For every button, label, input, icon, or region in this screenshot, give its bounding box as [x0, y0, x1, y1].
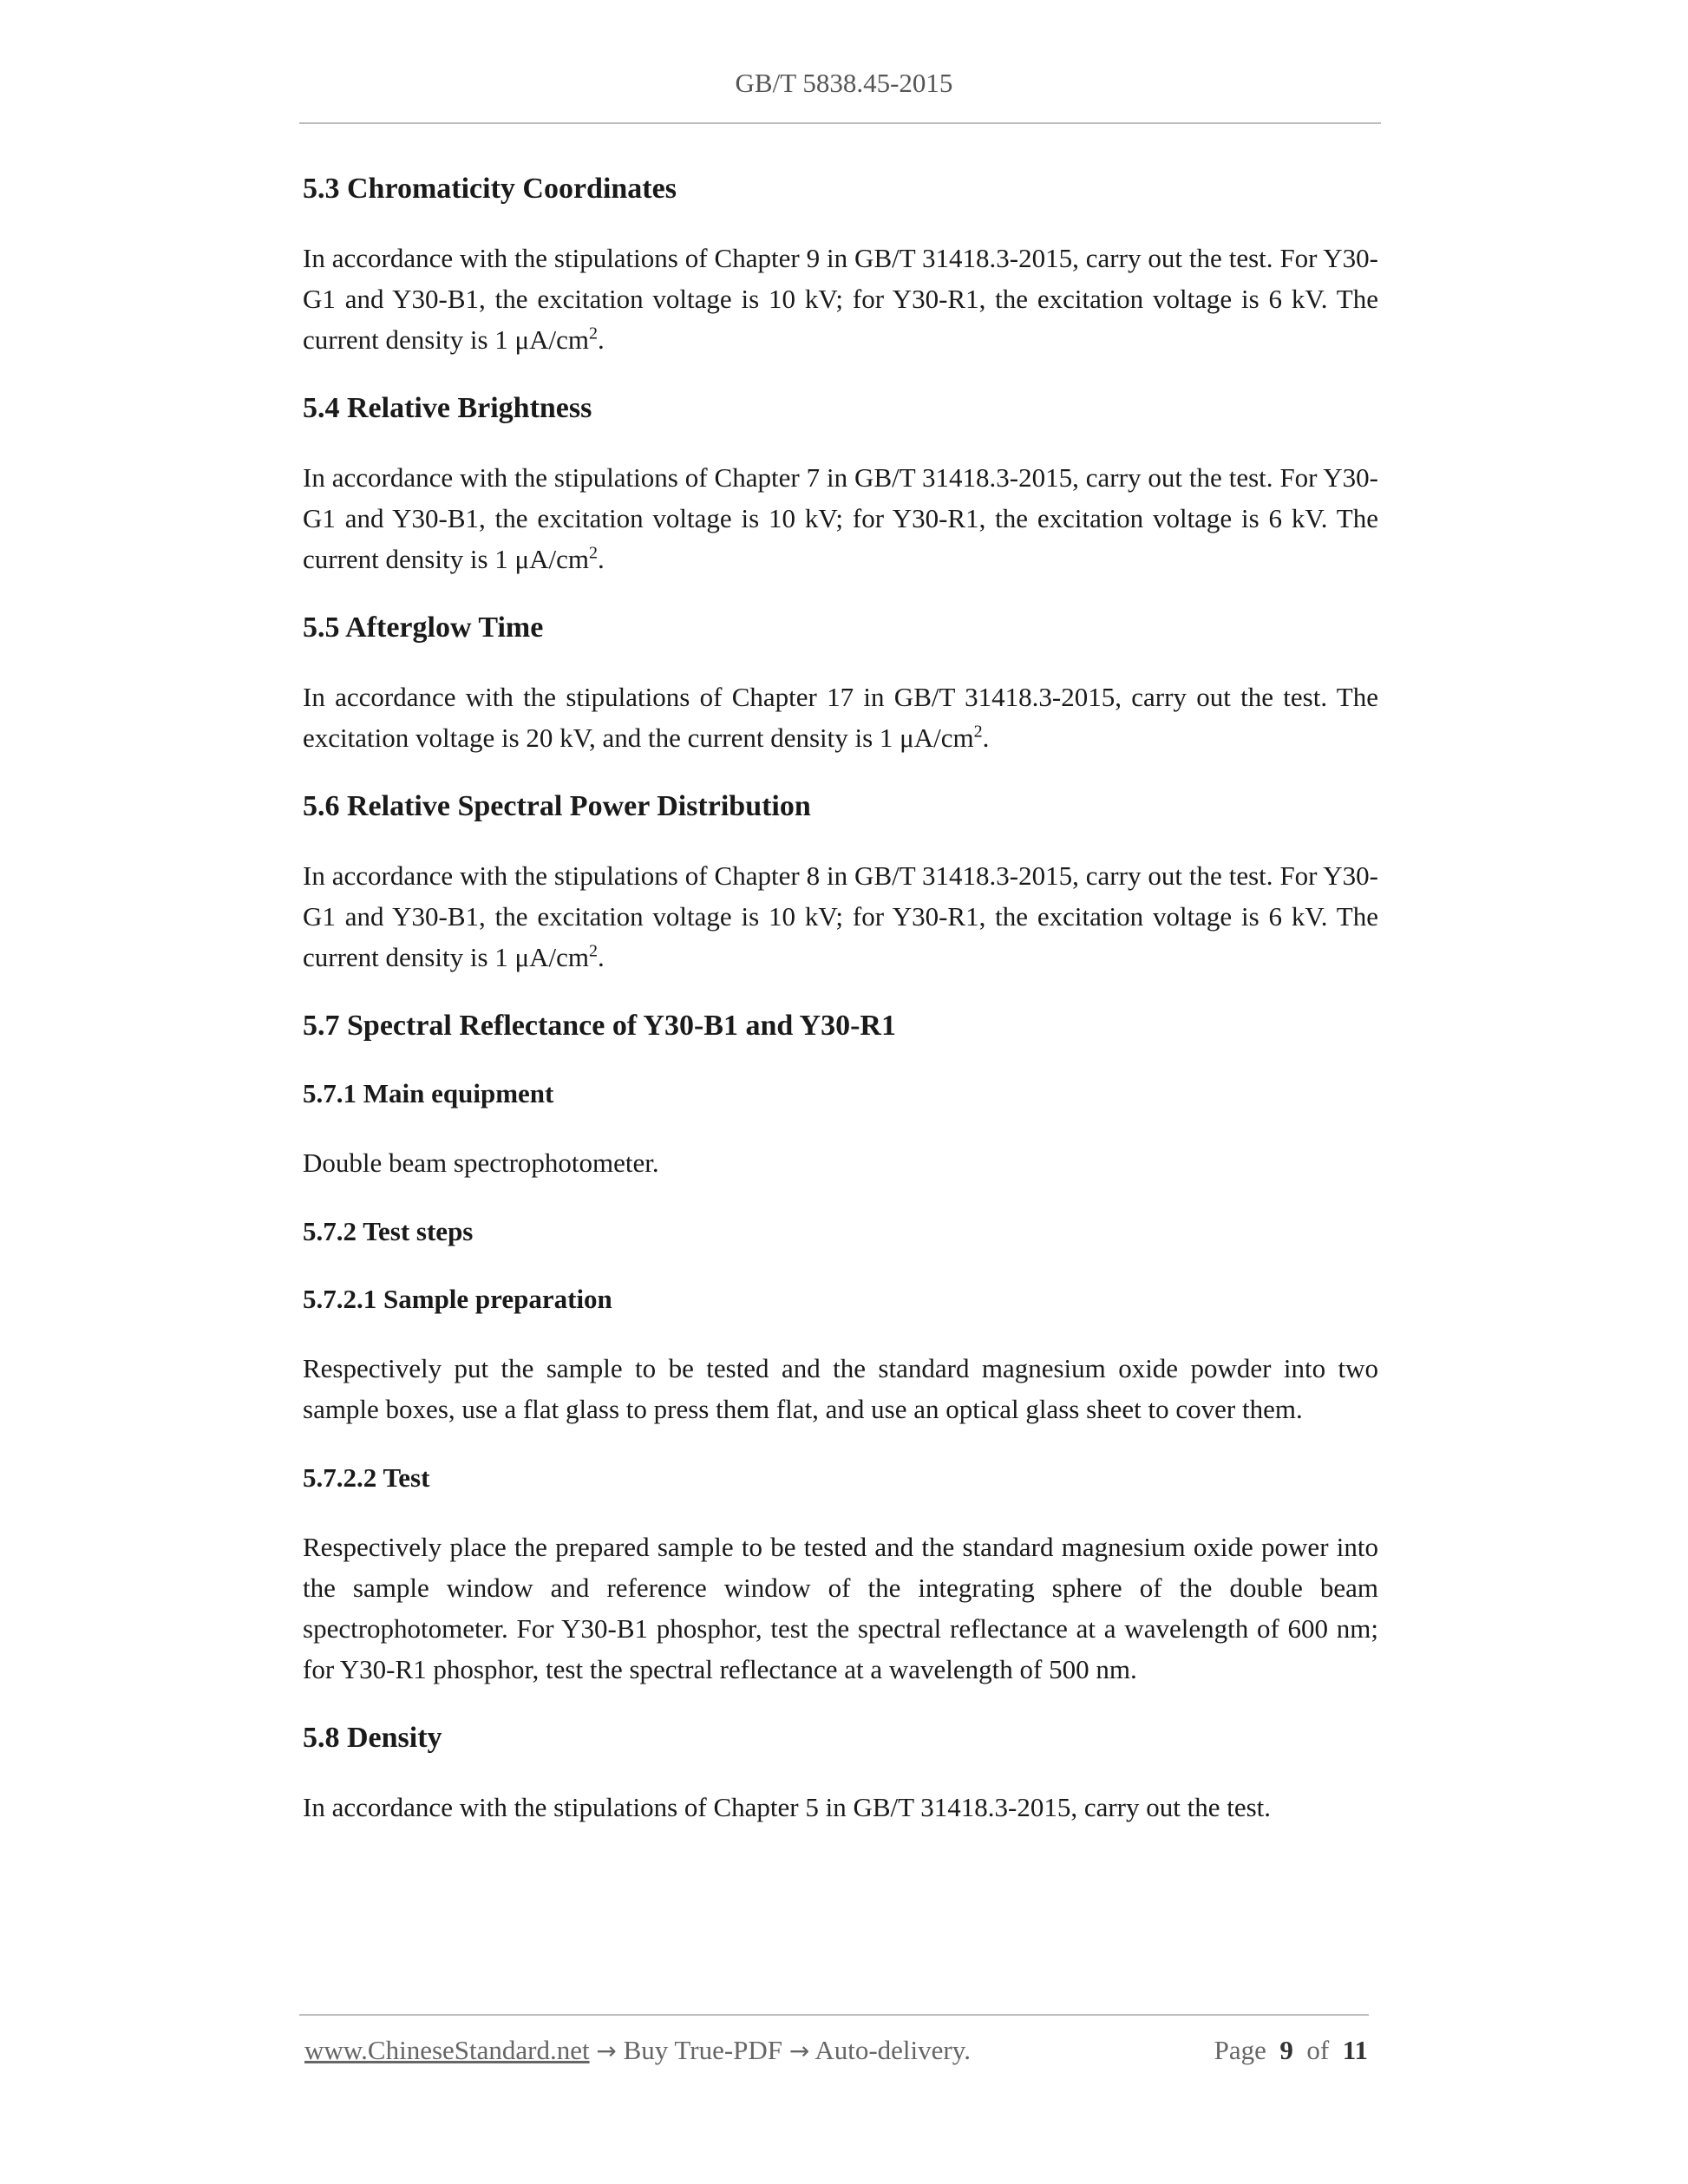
- section-5-4-end: .: [598, 544, 605, 574]
- section-5-7-2-heading: 5.7.2 Test steps: [303, 1216, 474, 1246]
- header-divider: [299, 122, 1381, 124]
- section-5-7-1-heading: 5.7.1 Main equipment: [303, 1078, 554, 1108]
- footer-promo: [304, 2035, 971, 2066]
- section-5-4-superscript: 2: [589, 543, 598, 563]
- section-5-7-2-1-heading: 5.7.2.1 Sample preparation: [303, 1284, 612, 1314]
- section-5-5-superscript: 2: [973, 722, 983, 742]
- footer-delivery-text: Auto-delivery.: [815, 2035, 971, 2065]
- section-5-6-text: In accordance with the stipulations of Chapter 8 in GB/T 31418.3-2015, carry out the test. For Y30-G1 and Y30-B1, the excitation voltage is 10 kV; for Y30-R1, the excitation voltage is 6 kV. The current density is 1 μA/cm: [303, 860, 1378, 972]
- section-5-6-heading: 5.6 Relative Spectral Power Distribution: [303, 790, 811, 822]
- page-number: [1214, 2035, 1368, 2066]
- of-word: of: [1306, 2035, 1330, 2065]
- document-body: [303, 170, 1378, 1857]
- section-5-3-heading: 5.3 Chromaticity Coordinates: [303, 173, 677, 205]
- section-5-3-text: In accordance with the stipulations of Chapter 9 in GB/T 31418.3-2015, carry out the test. For Y30-G1 and Y30-B1, the excitation voltage is 10 kV; for Y30-R1, the excitation voltage is 6 kV. The current density is 1 μA/cm: [303, 243, 1378, 355]
- footer-buy-text: Buy True-PDF: [623, 2035, 783, 2065]
- section-5-7-2-1-paragraph: Respectively put the sample to be tested and the standard magnesium oxide powder into two sample boxes, use a flat glass to press them flat, and use an optical glass sheet to cover them.: [303, 1353, 1378, 1424]
- arrow-right-icon: →: [596, 2037, 617, 2065]
- page-word: Page: [1214, 2035, 1266, 2065]
- section-5-8-paragraph: In accordance with the stipulations of Chapter 5 in GB/T 31418.3-2015, carry out the test.: [303, 1792, 1272, 1822]
- document-header-title: GB/T 5838.45-2015: [735, 68, 953, 98]
- section-5-4-paragraph: [303, 457, 1378, 579]
- section-5-5-text: In accordance with the stipulations of Chapter 17 in GB/T 31418.3-2015, carry out the test. The excitation voltage is 20 kV, and the current density is 1 μA/cm: [303, 682, 1378, 753]
- section-5-4-heading: 5.4 Relative Brightness: [303, 392, 592, 424]
- section-5-4-text: In accordance with the stipulations of Chapter 7 in GB/T 31418.3-2015, carry out the test. For Y30-G1 and Y30-B1, the excitation voltage is 10 kV; for Y30-R1, the excitation voltage is 6 kV. The current density is 1 μA/cm: [303, 462, 1378, 574]
- footer-divider: [299, 2014, 1369, 2016]
- section-5-7-2-2-paragraph: Respectively place the prepared sample to be tested and the standard magnesium oxide power into the sample window and reference window of the integrating sphere of the double beam spectrophotometer. For Y30-B1 phosphor, test the spectral reflectance at a wavelength of 600 nm; for Y30-R1 phosphor, test the spectral reflectance at a wavelength of 500 nm.: [303, 1532, 1378, 1684]
- section-5-6-superscript: 2: [589, 941, 598, 961]
- arrow-right-icon: →: [788, 2037, 810, 2065]
- section-5-3-paragraph: [303, 238, 1378, 360]
- section-5-5-heading: 5.5 Afterglow Time: [303, 611, 544, 644]
- section-5-7-1-paragraph: Double beam spectrophotometer.: [303, 1148, 659, 1178]
- total-page-count: 11: [1342, 2035, 1368, 2065]
- section-5-3-end: .: [598, 324, 605, 355]
- section-5-7-heading: 5.7 Spectral Reflectance of Y30-B1 and Y30-R1: [303, 1010, 896, 1042]
- section-5-6-paragraph: [303, 855, 1378, 978]
- section-5-8-heading: 5.8 Density: [303, 1722, 442, 1754]
- section-5-5-paragraph: [303, 677, 1378, 758]
- section-5-6-end: .: [598, 942, 605, 972]
- current-page-number: 9: [1279, 2035, 1293, 2065]
- page-footer: [304, 2035, 1368, 2073]
- section-5-3-superscript: 2: [589, 324, 598, 343]
- section-5-5-end: .: [982, 723, 990, 753]
- footer-website-link[interactable]: www.ChineseStandard.net: [304, 2035, 590, 2065]
- section-5-7-2-2-heading: 5.7.2.2 Test: [303, 1462, 430, 1493]
